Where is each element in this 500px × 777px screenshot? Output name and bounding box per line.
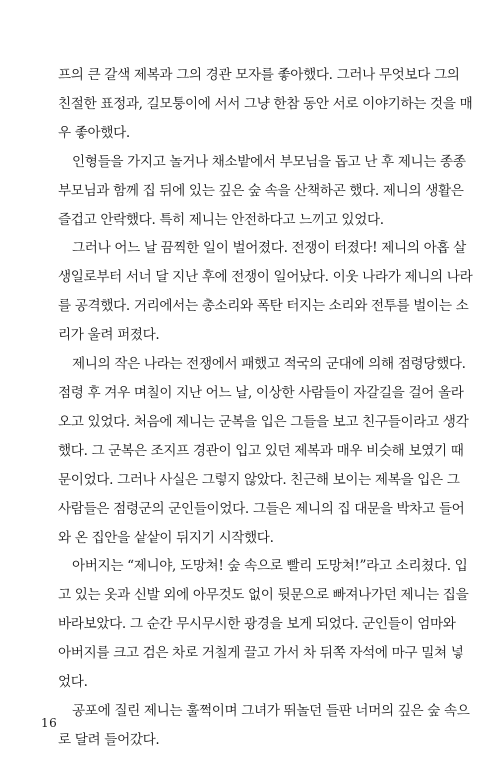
text-line: 그러나 어느 날 끔찍한 일이 벌어졌다. 전쟁이 터졌다! 제니의 아홉 살	[72, 240, 466, 257]
text-line: 인형들을 가지고 놀거나 채소밭에서 부모님을 돕고 난 후 제니는 종종	[72, 153, 466, 170]
text-line: 프의 큰 갈색 제복과 그의 경관 모자를 좋아했다. 그러나 무엇보다 그의	[58, 67, 460, 83]
text-line: 아버지를 크고 검은 차로 거칠게 끌고 가서 차 뒤쪽 자석에 마구 밀쳐 넣	[58, 645, 464, 662]
paragraph	[58, 350, 469, 552]
paragraph	[58, 697, 470, 755]
text-line: 고 있는 옷과 신발 외에 아무것도 없이 뒷문으로 빠져나가던 제니는 집을	[58, 587, 469, 604]
text-line: 문이었다. 그러나 사실은 그렇지 않았다. 친근해 보이는 제복을 입은 그	[58, 471, 460, 488]
paragraph	[58, 148, 466, 235]
text-line: 우 좋아했다.	[58, 124, 130, 141]
text-line: 즐겁고 안락했다. 특히 제니는 안전하다고 느끼고 있었다.	[58, 211, 384, 228]
body-text	[58, 61, 473, 755]
text-line: 생일로부터 서너 달 지난 후에 전쟁이 일어났다. 이웃 나라가 제니의 나라	[58, 269, 473, 286]
paragraph	[58, 552, 469, 697]
text-line: 리가 울려 퍼졌다.	[58, 327, 160, 344]
text-line: 를 공격했다. 거리에서는 총소리와 폭탄 터지는 소리와 전투를 벌이는 소	[58, 298, 469, 315]
text-line: 부모님과 함께 집 뒤에 있는 깊은 숲 속을 산책하곤 했다. 제니의 생활은	[58, 182, 464, 199]
text-line: 바라보았다. 그 순간 무시무시한 광경을 보게 되었다. 군인들이 엄마와	[58, 616, 456, 633]
text-line: 와 온 집안을 샅샅이 뒤지기 시작했다.	[58, 529, 274, 546]
text-line: 었다.	[58, 674, 88, 691]
text-line: 제니의 작은 나라는 전쟁에서 패했고 적국의 군대에 의해 점령당했다.	[72, 356, 466, 373]
page-number: 16	[41, 716, 58, 730]
text-line: 오고 있었다. 처음에 제니는 군복을 입은 그들을 보고 친구들이라고 생각	[58, 413, 469, 430]
text-line: 했다. 그 군복은 조지프 경관이 입고 있던 제복과 매우 비슷해 보였기 때	[58, 442, 464, 459]
text-line: 공포에 질린 제니는 훌쩍이며 그녀가 뛰놀던 들판 너머의 깊은 숲 속으	[72, 702, 470, 719]
paragraph	[58, 61, 473, 148]
text-line: 사람들은 점령군의 군인들이었다. 그들은 제니의 집 대문을 박차고 들어	[58, 500, 465, 517]
text-line: 친절한 표정과, 길모퉁이에 서서 그냥 한참 동안 서로 이야기하는 것을 매	[58, 95, 473, 112]
text-line: 아버지는 “제니야, 도망쳐! 숲 속으로 빨리 도망쳐!”라고 소리쳤다. 입	[72, 558, 468, 575]
paragraph	[58, 234, 473, 350]
text-line: 점령 후 겨우 며칠이 지난 어느 날, 이상한 사람들이 자갈길을 걸어 올라	[58, 384, 464, 401]
text-line: 로 달려 들어갔다.	[58, 731, 160, 748]
